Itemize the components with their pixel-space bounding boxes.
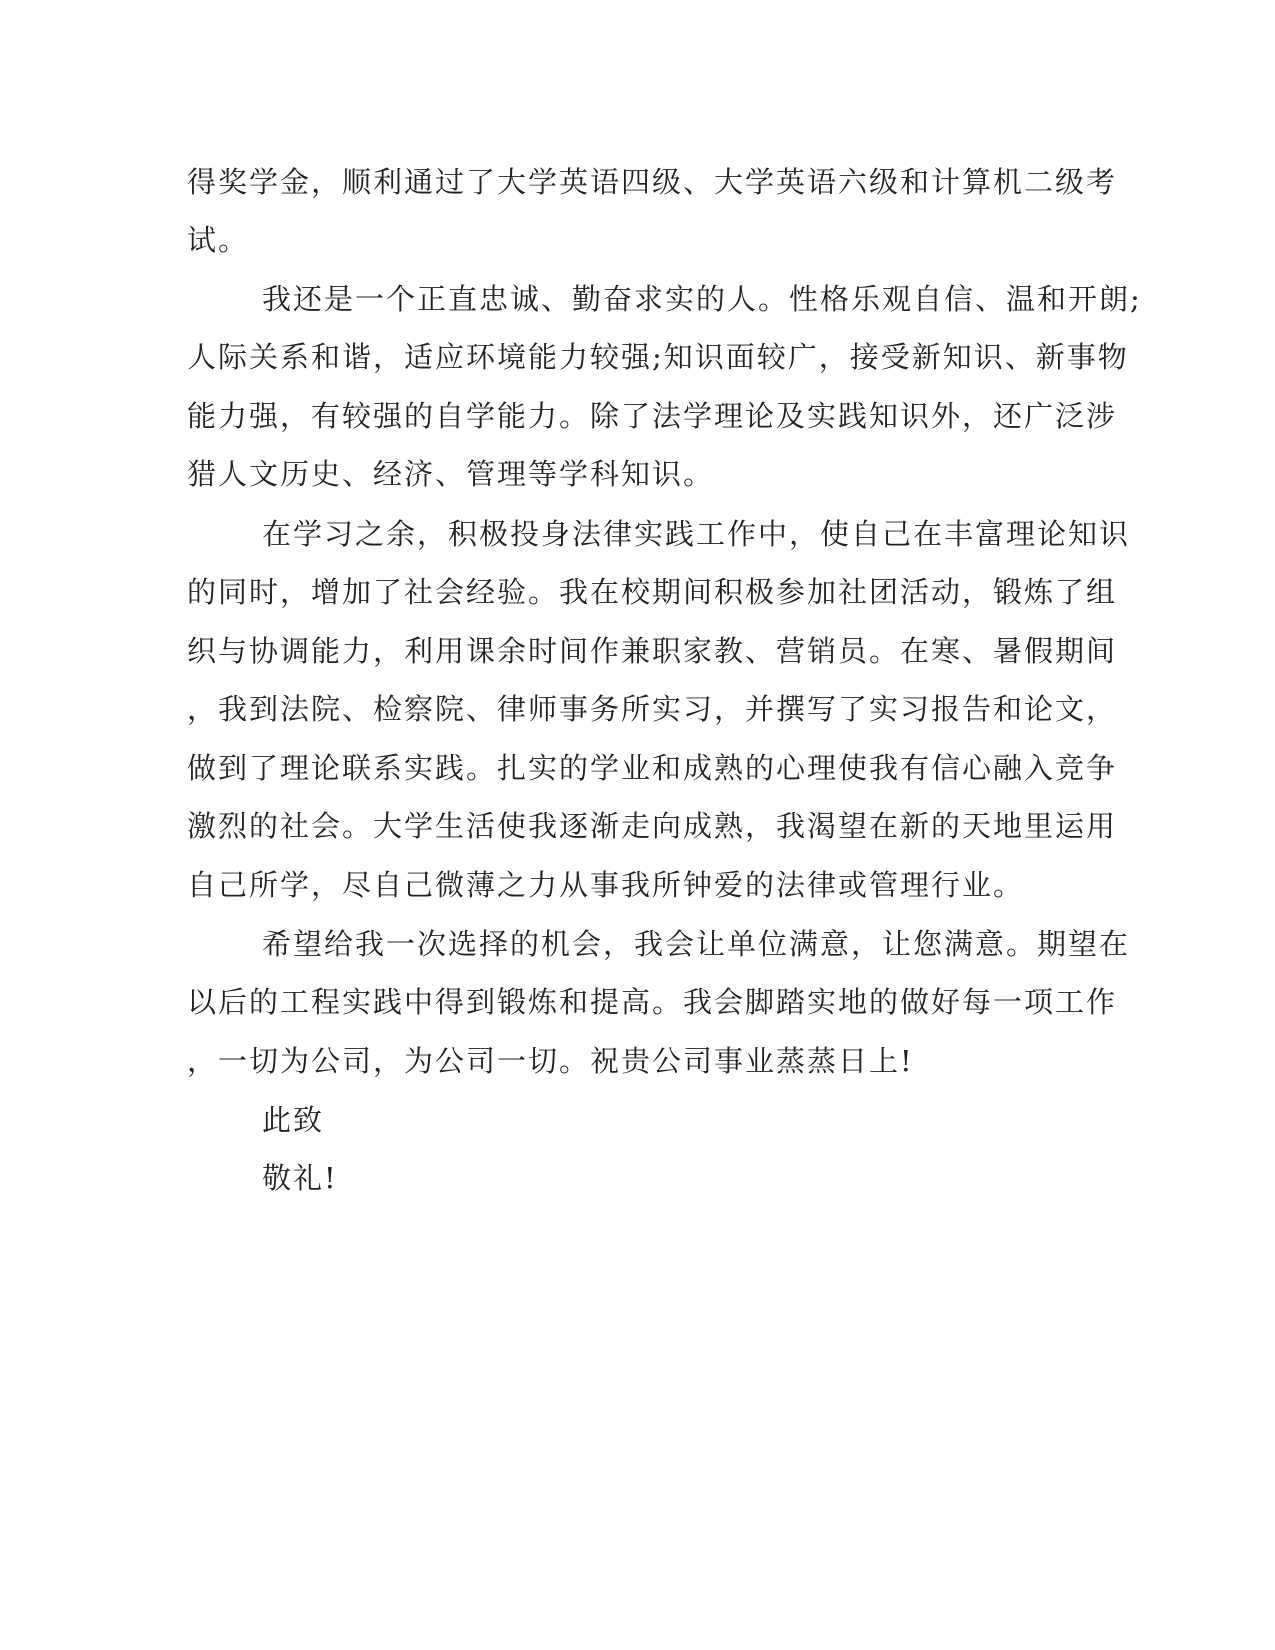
text-line: 人际关系和谐，适应环境能力较强;知识面较广，接受新知识、新事物 [187, 340, 1129, 374]
text-line: 做到了理论联系实践。扎实的学业和成熟的心理使我有信心融入竞争 [187, 751, 1118, 785]
text-line: 得奖学金，顺利通过了大学英语四级、大学英语六级和计算机二级考 [187, 165, 1118, 199]
closing-regards: 敬礼! [262, 1161, 338, 1195]
text-line: ，一切为公司，为公司一切。祝贵公司事业蒸蒸日上! [187, 1044, 914, 1078]
paragraph-start-line: 在学习之余，积极投身法律实践工作中，使自己在丰富理论知识 [262, 517, 1131, 551]
text-line: 的同时，增加了社会经验。我在校期间积极参加社团活动，锻炼了组 [187, 575, 1118, 609]
text-line: 自己所学，尽自己微薄之力从事我所钟爱的法律或管理行业。 [187, 868, 1025, 902]
text-line: 激烈的社会。大学生活使我逐渐走向成熟，我渴望在新的天地里运用 [187, 809, 1118, 843]
paragraph-start-line: 我还是一个正直忠诚、勤奋求实的人。性格乐观自信、温和开朗; [262, 282, 1142, 316]
closing-salutation: 此致 [262, 1103, 325, 1137]
paragraph-start-line: 希望给我一次选择的机会，我会让单位满意，让您满意。期望在 [262, 927, 1131, 961]
text-line: 能力强，有较强的自学能力。除了法学理论及实践知识外，还广泛涉 [187, 399, 1118, 433]
text-line: 织与协调能力，利用课余时间作兼职家教、营销员。在寒、暑假期间 [187, 634, 1118, 668]
text-line: 猎人文历史、经济、管理等学科知识。 [187, 457, 715, 491]
text-line: ，我到法院、检察院、律师事务所实习，并撰写了实习报告和论文， [187, 692, 1118, 726]
text-line: 试。 [187, 223, 250, 257]
text-line: 以后的工程实践中得到锻炼和提高。我会脚踏实地的做好每一项工作 [187, 985, 1118, 1019]
